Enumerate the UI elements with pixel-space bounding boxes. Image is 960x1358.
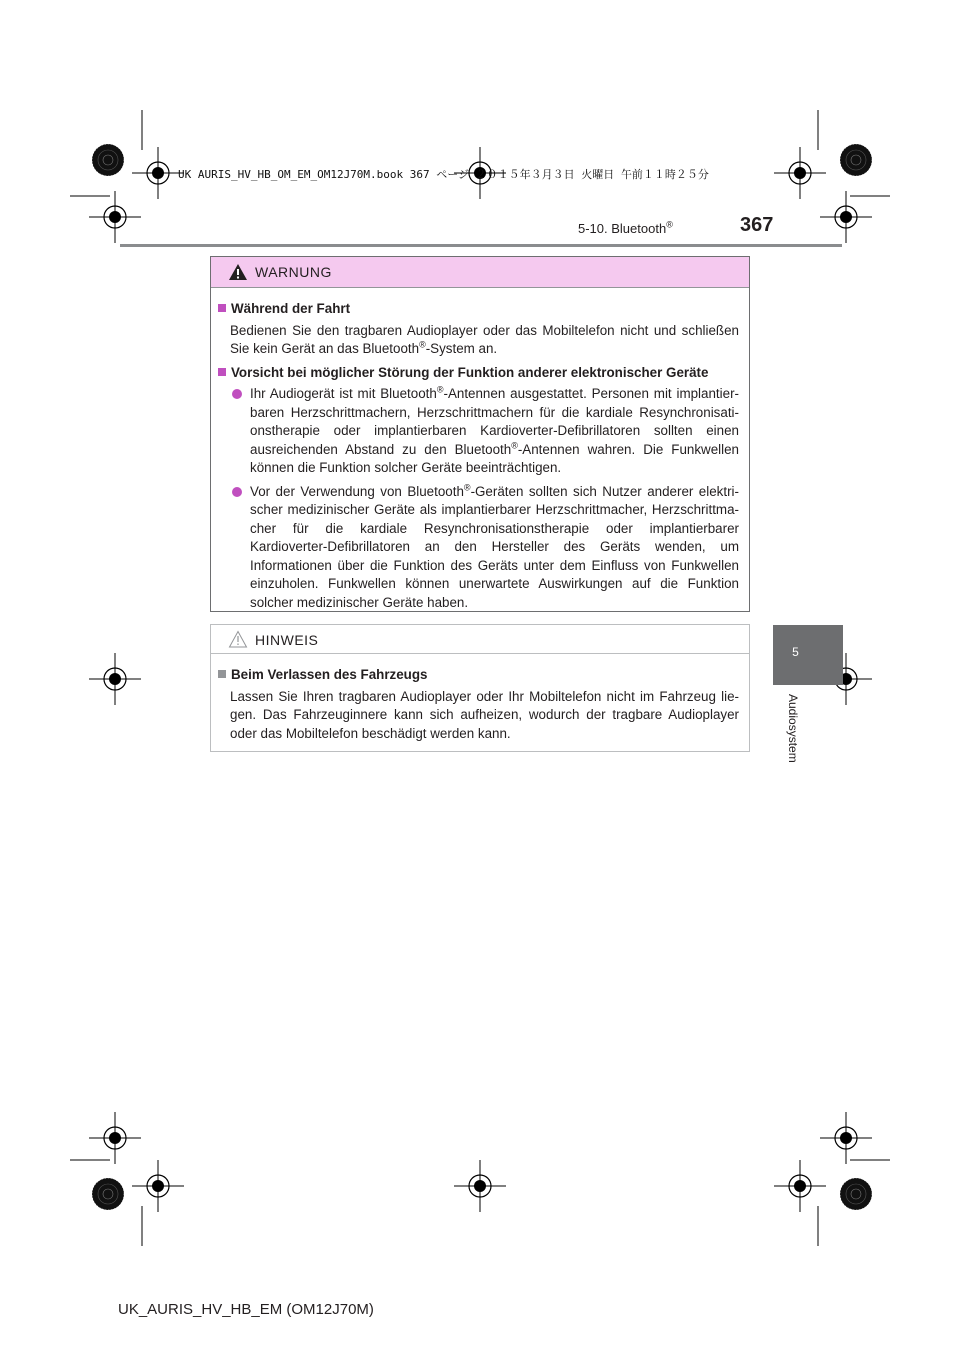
square-bullet-icon: [218, 304, 226, 312]
text: -Antennen wahren. Die Funkwellen können die Funktion solcher Geräte beeinträchtigen.: [250, 441, 739, 475]
heading-text: Vorsicht bei möglicher Störung der Funktion anderer elektronischer Geräte: [231, 364, 709, 380]
chapter-label: Audiosystem: [786, 694, 800, 763]
square-bullet-icon: [218, 368, 226, 376]
header-rule: [120, 244, 842, 247]
book-file-line: UK AURIS_HV_HB_OM_EM_OM12J70M.book 367 ページ ２０１５年３月３日 火曜日 午前１１時２５分: [178, 168, 709, 181]
registered-mark: ®: [666, 219, 673, 230]
heading-text: Beim Verlassen des Fahrzeugs: [231, 667, 428, 682]
registered-mark: ®: [463, 482, 471, 493]
text: Vor der Verwendung von Bluetooth: [250, 483, 464, 499]
round-bullet-icon: [232, 487, 242, 497]
round-bullet-icon: [232, 389, 242, 399]
warning-triangle-icon: [228, 263, 248, 281]
page-number: 367: [740, 214, 774, 236]
notice-paragraph: Lassen Sie Ihren tragbaren Audioplayer oder Ihr Mobiltelefon nicht im Fahrzeug liegen. Das Fahrzeuginnere kann sich aufheizen, wodurch der tragbare Audioplayer oder das Mobiltelefon beschädigt werden kann.: [230, 688, 739, 741]
text: Ihr Audiogerät ist mit Bluetooth: [250, 386, 437, 401]
notice-title: HINWEIS: [255, 632, 319, 648]
warning-body: [211, 288, 749, 612]
text: -Antennen ausgestattet. Personen mit implantierbaren Herzschrittmachern, Herzschrittmachern für die kardiale Resynchronisationstherapie oder implantierbaren Kardioverter-Defibrillatoren sollten einen ausreichenden Abstand zu den Bluetooth: [250, 386, 739, 457]
warning-heading-1: [218, 300, 739, 319]
registered-mark: ®: [436, 384, 444, 395]
warning-bullet-2: [218, 483, 739, 613]
notice-box: [210, 624, 750, 752]
notice-heading: [218, 666, 739, 685]
warning-box: [210, 256, 750, 612]
warning-header: [211, 257, 749, 288]
chapter-tab: [773, 625, 843, 685]
section-title: [578, 221, 673, 236]
warning-bullet-1: [218, 385, 739, 478]
warning-paragraph-1: [218, 322, 739, 359]
document-code: UK_AURIS_HV_HB_EM (OM12J70M): [118, 1301, 374, 1318]
registered-mark: ®: [511, 440, 518, 451]
chapter-number: 5: [792, 645, 799, 659]
registered-mark: ®: [419, 339, 426, 350]
section-title-text: 5-10. Bluetooth: [578, 221, 667, 236]
text: -Geräten sollten sich Nutzer anderer elektrischer medizinischer Geräte als implantierbarer Herzschrittmacher, Herzschrittmacher für die kardiale Resynchronisationstherapie oder implantierbarer Kardioverter-Defibrillatoren an den Hersteller des Geräts wenden, um Informationen über die Funktion des Geräts unter dem Einfluss von Funkwellen einzuholen. Funkwellen können unerwartete Auswirkungen auf die Funktion solcher medizinischer Geräte haben.: [250, 483, 739, 610]
text: -System an.: [425, 341, 498, 356]
square-bullet-icon: [218, 670, 226, 678]
text: Bedienen Sie den tragbaren Audioplayer oder das Mobiltelefon nicht und schließen Sie kein Gerät an das Bluetooth: [230, 322, 739, 356]
warning-heading-2: [218, 364, 739, 383]
heading-text: Während der Fahrt: [231, 301, 351, 316]
warning-title: WARNUNG: [255, 264, 332, 280]
notice-body: [211, 654, 749, 743]
notice-header: [211, 625, 749, 654]
notice-triangle-icon: [228, 630, 248, 648]
